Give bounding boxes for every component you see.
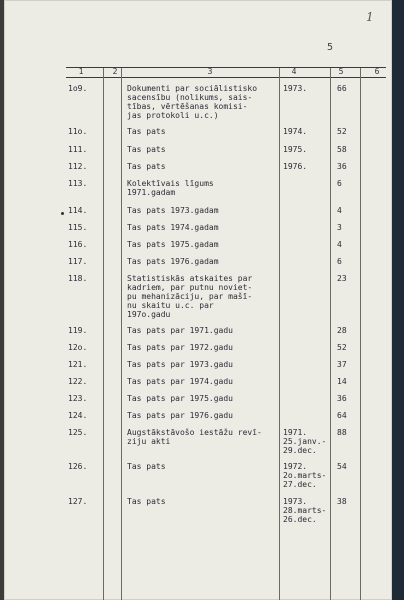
row-number: 123. [68,394,88,403]
row-pages: 58 [337,145,347,154]
row-pages: 4 [337,206,342,215]
row-number: 12o. [68,343,88,352]
row-year: 1971. 25.janv.- 29.dec. [283,428,327,455]
column-header-3: 3 [207,67,213,76]
row-number: 127. [68,497,88,506]
row-description: Tas pats [127,145,166,154]
corner-handwritten-mark: 1 [366,10,374,24]
row-number: 112. [68,162,88,171]
row-number: 114. [68,206,88,215]
row-pages: 4 [337,240,342,249]
column-divider [279,68,280,600]
row-pages: 23 [337,274,347,283]
scanner-background-edge [392,0,404,600]
row-description: Dokumenti par sociālistisko sacensību (nolikums, sais- tības, vērtēšanas komisi- jas protokoli u.c.) [127,84,258,120]
row-description: Statistiskās atskaites par kadriem, par putnu noviet- pu mehanizāciju, par mašī- nu skaitu u.c. par 197o.gadu [127,274,253,319]
row-number: 111. [68,145,88,154]
row-pages: 37 [337,360,347,369]
row-number: 122. [68,377,88,386]
row-description: Tas pats par 1971.gadu [127,326,233,335]
column-header-5: 5 [338,67,344,76]
row-pages: 88 [337,428,347,437]
ink-dot [61,212,64,215]
row-description: Tas pats [127,497,166,506]
row-pages: 36 [337,162,347,171]
row-description: Tas pats [127,127,166,136]
row-description: Tas pats par 1974.gadu [127,377,233,386]
row-pages: 6 [337,179,342,188]
row-description: Tas pats par 1975.gadu [127,394,233,403]
row-number: 113. [68,179,88,188]
header-rule-bottom [66,77,386,78]
row-description: Tas pats par 1976.gadu [127,411,233,420]
row-pages: 3 [337,223,342,232]
row-year: 1974. [283,127,308,136]
row-number: 1o9. [68,84,88,93]
row-number: 119. [68,326,88,335]
row-year: 1973. [283,84,308,93]
row-description: Tas pats par 1972.gadu [127,343,233,352]
row-description: Tas pats 1973.gadam [127,206,219,215]
row-pages: 28 [337,326,347,335]
row-description: Kolektīvais līgums 1971.gadam [127,179,214,197]
row-description: Tas pats 1976.gadam [127,257,219,266]
row-year: 1972. 2o.marts- 27.dec. [283,462,327,489]
row-number: 121. [68,360,88,369]
column-divider [121,68,122,600]
row-description: Augstākstāvošo iestāžu revī- ziju akti [127,428,262,446]
column-header-1: 1 [78,67,84,76]
row-pages: 64 [337,411,347,420]
row-number: 117. [68,257,88,266]
row-number: 118. [68,274,88,283]
column-header-4: 4 [291,67,297,76]
row-pages: 36 [337,394,347,403]
row-number: 115. [68,223,88,232]
row-description: Tas pats par 1973.gadu [127,360,233,369]
row-number: 126. [68,462,88,471]
row-description: Tas pats 1975.gadam [127,240,219,249]
column-header-6: 6 [374,67,380,76]
row-pages: 52 [337,127,347,136]
row-year: 1976. [283,162,308,171]
page-number: 5 [327,42,334,53]
row-pages: 38 [337,497,347,506]
row-pages: 6 [337,257,342,266]
row-description: Tas pats [127,462,166,471]
row-description: Tas pats [127,162,166,171]
row-pages: 66 [337,84,347,93]
row-number: 11o. [68,127,88,136]
column-header-2: 2 [112,67,118,76]
row-pages: 52 [337,343,347,352]
row-year: 1973. 28.marts- 26.dec. [283,497,327,524]
row-year: 1975. [283,145,308,154]
row-number: 116. [68,240,88,249]
row-pages: 54 [337,462,347,471]
row-number: 124. [68,411,88,420]
row-number: 125. [68,428,88,437]
row-pages: 14 [337,377,347,386]
row-description: Tas pats 1974.gadam [127,223,219,232]
